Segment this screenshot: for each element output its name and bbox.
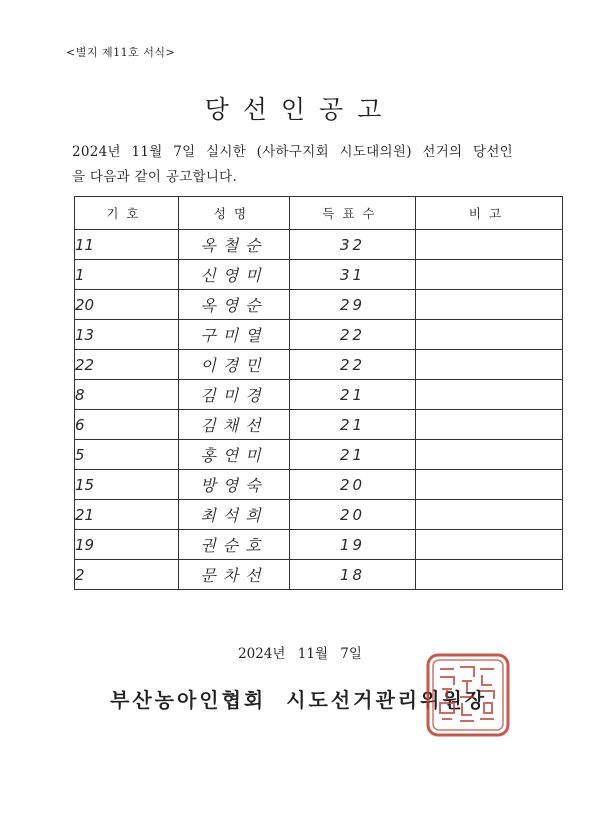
row-name: 신영미 <box>179 260 290 290</box>
row-name: 문차선 <box>179 560 290 590</box>
row-votes: 29 <box>290 290 416 320</box>
row-votes: 21 <box>290 440 416 470</box>
table-row <box>75 260 563 290</box>
row-name: 옥영순 <box>179 290 290 320</box>
row-name: 최석희 <box>179 500 290 530</box>
organization-name: 부산농아인협회 시도선거관리위원장 <box>110 688 488 712</box>
winners-table <box>74 196 563 590</box>
header-name: 성명 <box>179 197 290 230</box>
row-number: 8 <box>75 380 179 410</box>
table-row <box>75 530 563 560</box>
table-row <box>75 410 563 440</box>
row-votes: 22 <box>290 350 416 380</box>
row-name: 구미열 <box>179 320 290 350</box>
row-number: 20 <box>75 290 179 320</box>
row-name: 옥철순 <box>179 230 290 260</box>
row-votes: 20 <box>290 500 416 530</box>
table-header-row <box>75 197 563 230</box>
row-number: 15 <box>75 470 179 500</box>
header-note: 비고 <box>416 197 563 230</box>
form-label: <별지 제11호 서식> <box>66 46 176 59</box>
row-number: 11 <box>75 230 179 260</box>
table-row <box>75 500 563 530</box>
row-number: 2 <box>75 560 179 590</box>
row-votes: 22 <box>290 320 416 350</box>
row-note <box>416 230 563 260</box>
header-votes: 득표수 <box>290 197 416 230</box>
table-row <box>75 380 563 410</box>
row-name: 김미경 <box>179 380 290 410</box>
row-name: 이경민 <box>179 350 290 380</box>
row-number: 1 <box>75 260 179 290</box>
table-row <box>75 320 563 350</box>
row-note <box>416 500 563 530</box>
row-votes: 21 <box>290 380 416 410</box>
row-name: 권순호 <box>179 530 290 560</box>
row-note <box>416 320 563 350</box>
table-row <box>75 560 563 590</box>
row-number: 19 <box>75 530 179 560</box>
row-name: 방영숙 <box>179 470 290 500</box>
row-votes: 20 <box>290 470 416 500</box>
row-number: 5 <box>75 440 179 470</box>
row-note <box>416 260 563 290</box>
table-row <box>75 440 563 470</box>
row-number: 22 <box>75 350 179 380</box>
header-number: 기호 <box>75 197 179 230</box>
row-votes: 18 <box>290 560 416 590</box>
row-number: 6 <box>75 410 179 440</box>
table-row <box>75 470 563 500</box>
intro-line-2: 을 다음과 같이 공고합니다. <box>72 169 238 185</box>
table-row <box>75 350 563 380</box>
announcement-date: 2024년 11월 7일 <box>238 646 362 662</box>
row-name: 김채선 <box>179 410 290 440</box>
row-note <box>416 290 563 320</box>
official-seal-stamp <box>424 651 512 739</box>
row-note <box>416 530 563 560</box>
table-row <box>75 230 563 260</box>
announcement-intro <box>72 140 562 190</box>
row-note <box>416 470 563 500</box>
row-note <box>416 440 563 470</box>
row-number: 21 <box>75 500 179 530</box>
row-note <box>416 350 563 380</box>
row-number: 13 <box>75 320 179 350</box>
row-votes: 31 <box>290 260 416 290</box>
document-title: 당선인공고 <box>204 95 396 124</box>
row-votes: 32 <box>290 230 416 260</box>
row-note <box>416 560 563 590</box>
row-name: 홍연미 <box>179 440 290 470</box>
row-note <box>416 380 563 410</box>
table-row <box>75 290 563 320</box>
row-votes: 21 <box>290 410 416 440</box>
row-note <box>416 410 563 440</box>
row-votes: 19 <box>290 530 416 560</box>
intro-line-1: 2024년 11월 7일 실시한 (사하구지회 시도대의원) 선거의 당선인 <box>72 144 513 160</box>
